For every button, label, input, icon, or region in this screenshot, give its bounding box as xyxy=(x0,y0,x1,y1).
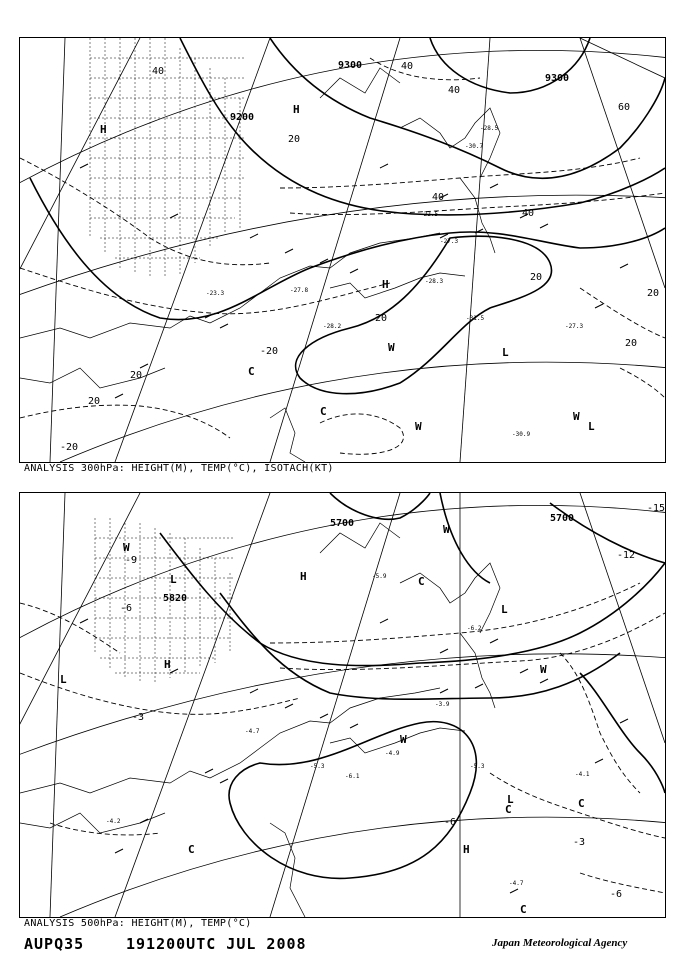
height-contours xyxy=(30,38,665,394)
pressure-system-letter: C xyxy=(520,903,527,916)
isotach-label: 20 xyxy=(130,370,143,381)
pressure-system-letter: W xyxy=(540,663,547,676)
height-label-5820: 5820 xyxy=(163,593,188,604)
pressure-system-letter: W xyxy=(415,420,422,433)
isotherm-label: -6 xyxy=(120,603,133,614)
wind-barbs xyxy=(80,619,628,893)
pressure-system-letter: W xyxy=(388,341,395,354)
map-300hpa-graphic xyxy=(20,38,665,462)
height-label-group xyxy=(230,60,569,123)
station-value: -3.9 xyxy=(435,701,450,708)
station-value: -4.2 xyxy=(106,818,121,825)
station-value: -28.2 xyxy=(323,323,342,330)
pressure-system-letter: L xyxy=(507,793,514,806)
isotherm-contours xyxy=(20,583,665,893)
isotach-label: 20 xyxy=(647,288,660,299)
isotach-label: 40 xyxy=(152,66,165,77)
isotherm-label: -15 xyxy=(647,503,665,514)
station-value: -5.3 xyxy=(310,763,325,770)
pressure-system-letter: L xyxy=(60,673,67,686)
station-value: -4.1 xyxy=(575,771,590,778)
lat-lon-grid xyxy=(20,38,665,462)
wind-barbs xyxy=(80,164,628,398)
isotherm-label-group xyxy=(120,503,665,900)
station-value: -22.5 xyxy=(420,211,439,218)
station-value: -4.7 xyxy=(509,880,524,887)
isotach-label: 20 xyxy=(288,134,301,145)
pressure-system-letter: H xyxy=(463,843,470,856)
pressure-system-letter: H xyxy=(382,278,389,291)
pressure-system-letter: W xyxy=(443,523,450,536)
station-value: -28.3 xyxy=(425,278,444,285)
station-value: -4.9 xyxy=(385,750,400,757)
pressure-system-letter: C xyxy=(418,575,425,588)
station-value: -6.1 xyxy=(345,773,360,780)
station-value: -27.3 xyxy=(565,323,584,330)
isotach-label: 20 xyxy=(530,272,543,283)
station-value: -4.7 xyxy=(245,728,260,735)
station-value: -27.3 xyxy=(440,238,459,245)
isotach-label: 40 xyxy=(522,208,535,219)
isotach-label: 40 xyxy=(448,85,461,96)
pressure-system-letter: H xyxy=(300,570,307,583)
height-label-5700-b: 5700 xyxy=(550,513,575,524)
isotach-label: 20 xyxy=(88,396,101,407)
height-contours xyxy=(160,493,665,878)
height-label-9300-a: 9300 xyxy=(338,60,363,71)
station-value: -6.2 xyxy=(467,625,482,632)
station-value: -28.5 xyxy=(480,125,499,132)
station-value: -30.9 xyxy=(512,431,531,438)
caption-500hpa: ANALYSIS 500hPa: HEIGHT(M), TEMP(°C) xyxy=(24,918,252,929)
station-value: -30.7 xyxy=(465,143,484,150)
pressure-system-letter: W xyxy=(573,410,580,423)
isotherm-label: -6 xyxy=(444,817,457,828)
chart-code: AUPQ35 xyxy=(24,935,85,953)
isotherm-label: -3 xyxy=(573,837,586,848)
agency-credit: Japan Meteorological Agency xyxy=(492,937,628,949)
pressure-system-letter: W xyxy=(400,733,407,746)
pressure-system-letter: H xyxy=(293,103,300,116)
chart-valid-time: 191200UTC JUL 2008 xyxy=(126,935,307,953)
station-value-group xyxy=(106,573,590,887)
hatched-area xyxy=(90,38,245,278)
pressure-system-letter: W xyxy=(123,541,130,554)
pressure-system-letter: C xyxy=(578,797,585,810)
isotach-label: 20 xyxy=(625,338,638,349)
isotherm-label: -9 xyxy=(125,555,138,566)
isotach-label: 20 xyxy=(375,313,388,324)
map-500hpa xyxy=(19,492,666,918)
station-value-group xyxy=(206,125,583,438)
isotach-label: 40 xyxy=(401,61,414,72)
pressure-system-letter: L xyxy=(588,420,595,433)
pressure-system-letter: L xyxy=(502,346,509,359)
map-300hpa xyxy=(19,37,666,463)
pressure-system-letter: L xyxy=(170,573,177,586)
coastlines xyxy=(20,523,500,917)
pressure-system-letter: H xyxy=(100,123,107,136)
lat-lon-grid xyxy=(20,493,665,917)
map-500hpa-graphic xyxy=(20,493,665,917)
pressure-system-group xyxy=(100,103,595,433)
pressure-system-letter: C xyxy=(188,843,195,856)
isotherm-label: -3 xyxy=(132,712,145,723)
isotherm-label: -6 xyxy=(610,889,623,900)
pressure-system-letter: C xyxy=(248,365,255,378)
caption-300hpa: ANALYSIS 300hPa: HEIGHT(M), TEMP(°C), ISOTACH(KT) xyxy=(24,463,334,474)
height-label-9300-b: 9300 xyxy=(545,73,570,84)
isotach-label: 60 xyxy=(618,102,631,113)
isotach-label: -20 xyxy=(60,442,79,453)
pressure-system-letter: C xyxy=(320,405,327,418)
isotach-label: -20 xyxy=(260,346,279,357)
station-value: -5.9 xyxy=(372,573,387,580)
pressure-system-letter: C xyxy=(505,803,512,816)
pressure-system-letter: H xyxy=(164,658,171,671)
station-value: -31.5 xyxy=(466,315,485,322)
isotach-label: 40 xyxy=(432,192,445,203)
station-value: -5.3 xyxy=(470,763,485,770)
height-label-9200: 9200 xyxy=(230,112,255,123)
height-label-group xyxy=(163,513,574,604)
station-value: -23.3 xyxy=(206,290,225,297)
pressure-system-letter: L xyxy=(501,603,508,616)
height-label-5700-a: 5700 xyxy=(330,518,355,529)
isotherm-label: -12 xyxy=(617,550,636,561)
station-value: -27.8 xyxy=(290,287,309,294)
